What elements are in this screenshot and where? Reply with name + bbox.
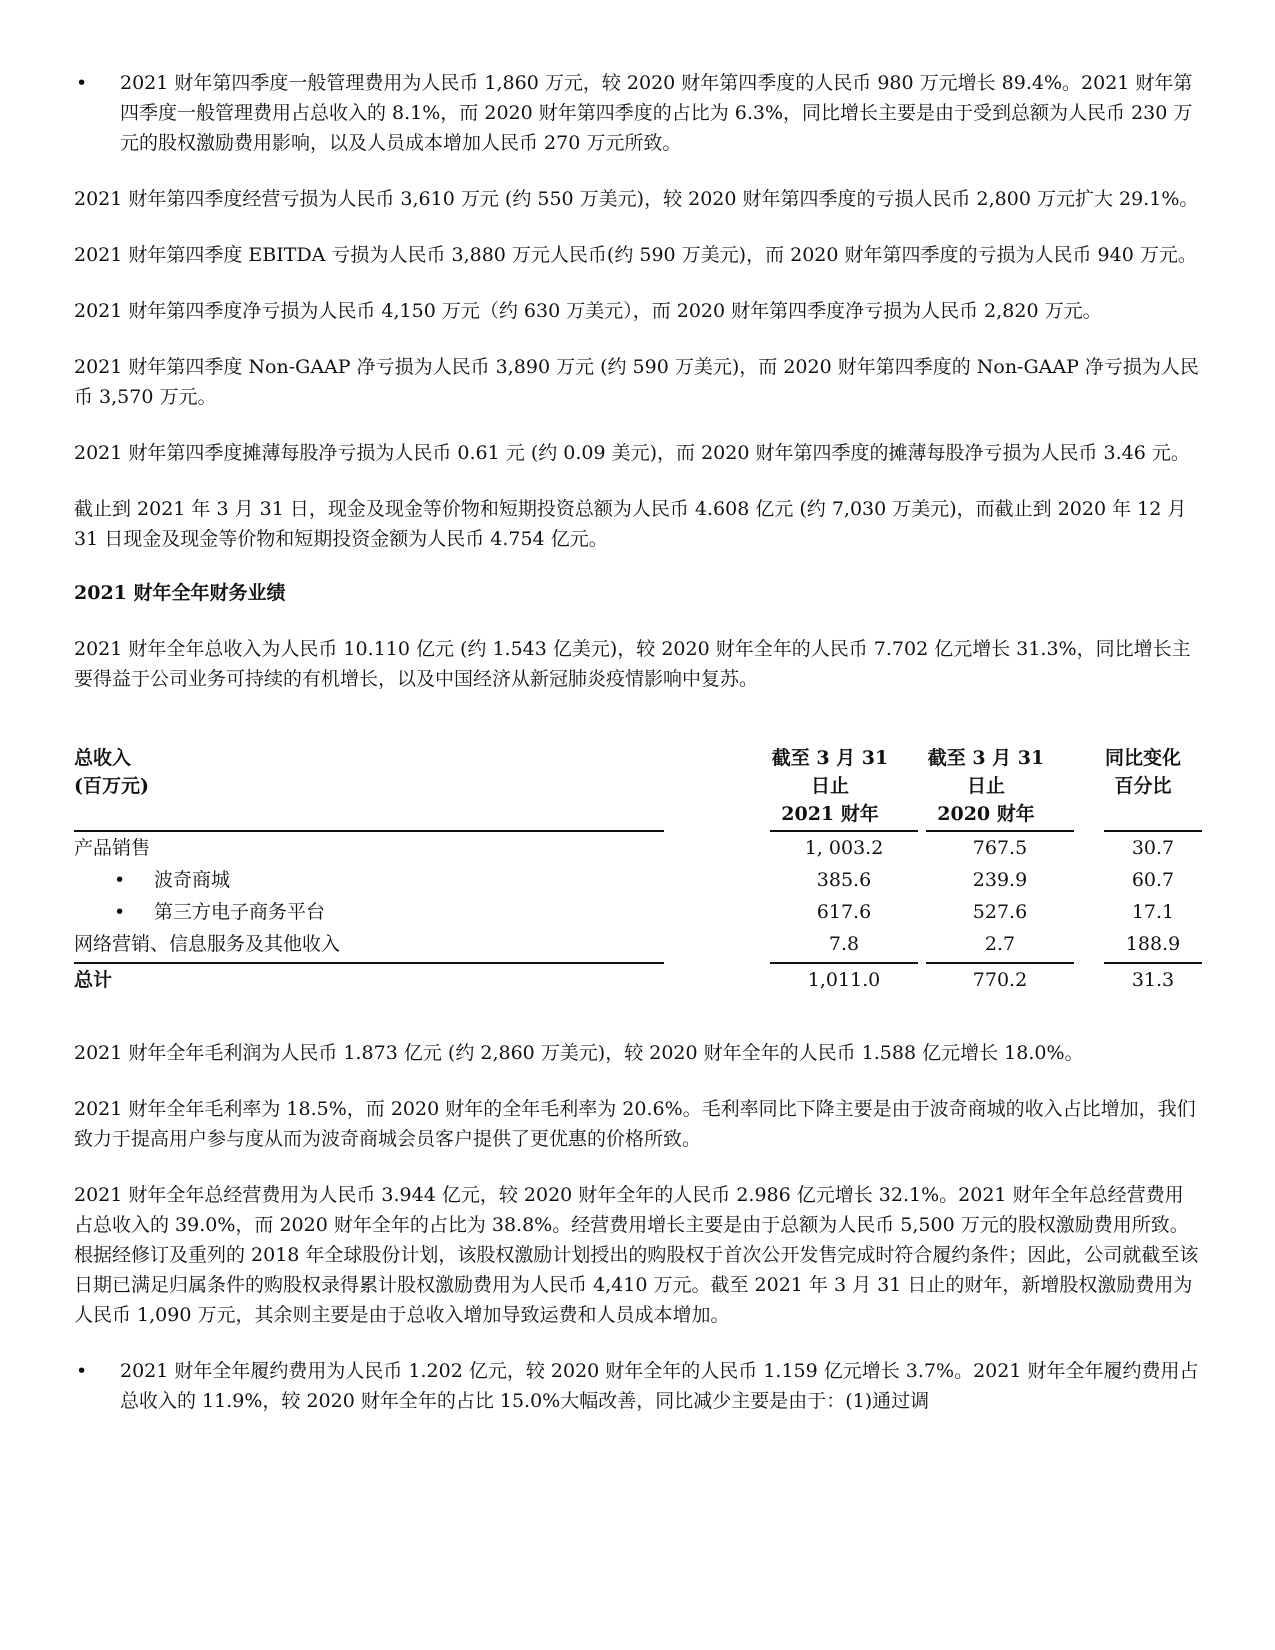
col-yoy-line2: 百分比	[1114, 775, 1172, 797]
col-yoy-line1: 同比变化	[1104, 747, 1181, 769]
total-yoy: 31.3	[1131, 969, 1175, 991]
value-2021: 1, 003.2	[804, 837, 884, 859]
table-total-row	[74, 964, 1202, 996]
column-header-yoy	[1084, 744, 1202, 800]
table-row	[74, 832, 1202, 864]
row-label: 网络营销、信息服务及其他收入	[74, 933, 341, 955]
row-label-text: 波奇商城	[154, 869, 231, 891]
value-yoy: 188.9	[1125, 933, 1181, 955]
total-2020: 770.2	[972, 969, 1028, 991]
value-2020: 527.6	[972, 901, 1028, 923]
ebitda-paragraph: 2021 财年第四季度 EBITDA 亏损为人民币 3,880 万元人民币(约 590 万美元)，而 2020 财年第四季度的亏损为人民币 940 万元。	[74, 244, 1197, 266]
table-row	[74, 896, 1202, 928]
total-label: 总计	[74, 969, 113, 991]
section-heading: 2021 财年全年财务业绩	[74, 582, 286, 604]
col-2020-line3: 2020 财年	[937, 803, 1035, 825]
value-2020: 2.7	[984, 933, 1016, 955]
revenue-table	[74, 744, 1202, 1004]
cash-paragraph: 截止到 2021 年 3 月 31 日，现金及现金等价物和短期投资总额为人民币 4.608 亿元 (约 7,030 万美元)，而截止到 2020 年 12 月 31 日现金及现金等价物和短期投资金额为人民币 4.754 亿元。	[74, 498, 1187, 550]
value-2021: 617.6	[816, 901, 872, 923]
col-2021-line3: 2021 财年	[781, 803, 879, 825]
column-header-2020	[906, 744, 1066, 828]
bullet-fulfillment-expenses	[74, 1356, 1202, 1416]
net-loss-paragraph: 2021 财年第四季度净亏损为人民币 4,150 万元（约 630 万美元），而 2020 财年第四季度净亏损为人民币 2,820 万元。	[74, 300, 1102, 322]
eps-paragraph: 2021 财年第四季度摊薄每股净亏损为人民币 0.61 元 (约 0.09 美元)，而 2020 财年第四季度的摊薄每股净亏损为人民币 3.46 元。	[74, 442, 1190, 464]
col-2021-line2: 日止	[810, 775, 849, 797]
row-label-text: 第三方电子商务平台	[154, 901, 326, 923]
value-yoy: 17.1	[1131, 901, 1175, 923]
gross-margin-paragraph: 2021 财年全年毛利率为 18.5%，而 2020 财年的全年毛利率为 20.6%。毛利率同比下降主要是由于波奇商城的收入占比增加，我们致力于提高用户参与度从而为波奇商城会员客户提供了更优惠的价格所致。	[74, 1098, 1196, 1150]
operating-loss-paragraph: 2021 财年第四季度经营亏损为人民币 3,610 万元 (约 550 万美元)，较 2020 财年第四季度的亏损人民币 2,800 万元扩大 29.1%。	[74, 188, 1199, 210]
non-gaap-paragraph: 2021 财年第四季度 Non-GAAP 净亏损为人民币 3,890 万元 (约 590 万美元)，而 2020 财年第四季度的 Non-GAAP 净亏损为人民币 3,570 万元。	[74, 356, 1199, 408]
table-title-line1: 总收入	[74, 747, 132, 769]
value-yoy: 30.7	[1131, 837, 1175, 859]
gross-profit-paragraph: 2021 财年全年毛利润为人民币 1.873 亿元 (约 2,860 万美元)，较 2020 财年全年的人民币 1.588 亿元增长 18.0%。	[74, 1042, 1084, 1064]
fulfillment-expenses-text: 2021 财年全年履约费用为人民币 1.202 亿元，较 2020 财年全年的人民币 1.159 亿元增长 3.7%。2021 财年全年履约费用占总收入的 11.9%，较 2020 财年全年的占比 15.0%大幅改善，同比减少主要是由于：(1)通过调	[120, 1360, 1199, 1412]
revenue-paragraph: 2021 财年全年总收入为人民币 10.110 亿元 (约 1.543 亿美元)，较 2020 财年全年的人民币 7.702 亿元增长 31.3%，同比增长主要得益于公司业务可持续的有机增长，以及中国经济从新冠肺炎疫情影响中复苏。	[74, 638, 1191, 690]
bullet-admin-expenses	[74, 68, 1202, 158]
col-2020-line2: 日止	[966, 775, 1005, 797]
value-2020: 239.9	[972, 869, 1028, 891]
admin-expenses-text: 2021 财年第四季度一般管理费用为人民币 1,860 万元，较 2020 财年第四季度的人民币 980 万元增长 89.4%。2021 财年第四季度一般管理费用占总收入的 8.1%，而 2020 财年第四季度的占比为 6.3%，同比增长主要是由于受到总额为人民币 230 万元的股权激励费用影响，以及人员成本增加人民币 270 万元所致。	[120, 72, 1193, 154]
value-2020: 767.5	[972, 837, 1028, 859]
value-yoy: 60.7	[1131, 869, 1175, 891]
total-2021: 1,011.0	[807, 969, 881, 991]
opex-paragraph: 2021 财年全年总经营费用为人民币 3.944 亿元，较 2020 财年全年的人民币 2.986 亿元增长 32.1%。2021 财年全年总经营费用占总收入的 39.0%，而 2020 财年全年的占比为 38.8%。经营费用增长主要是由于总额为人民币 5,500 万元的股权激励费用所致。根据经修订及重列的 2018 年全球股份计划，该股权激励计划授出的购股权于首次公开发售完成时符合履约条件；因此，公司就截至该日期已满足归属条件的购股权录得累计股权激励费用为人民币 4,410 万元。截至 2021 年 3 月 31 日止的财年，新增股权激励费用为人民币 1,090 万元，其余则主要是由于总收入增加导致运费和人员成本增加。	[74, 1184, 1199, 1326]
col-2020-line1: 截至 3 月 31	[927, 747, 1045, 769]
row-label: 产品销售	[74, 837, 151, 859]
value-2021: 385.6	[816, 869, 872, 891]
bullet-dot: •	[114, 901, 126, 923]
bullet-dot: •	[114, 869, 126, 891]
table-row	[74, 864, 1202, 896]
table-title	[74, 744, 149, 800]
document-page	[74, 68, 1202, 1416]
table-title-line2: (百万元)	[74, 775, 149, 797]
bullet-dot: •	[76, 72, 88, 94]
value-2021: 7.8	[828, 933, 860, 955]
bullet-dot: •	[76, 1360, 88, 1382]
column-header-2021	[750, 744, 910, 828]
table-row	[74, 928, 1202, 960]
col-2021-line1: 截至 3 月 31	[771, 747, 889, 769]
